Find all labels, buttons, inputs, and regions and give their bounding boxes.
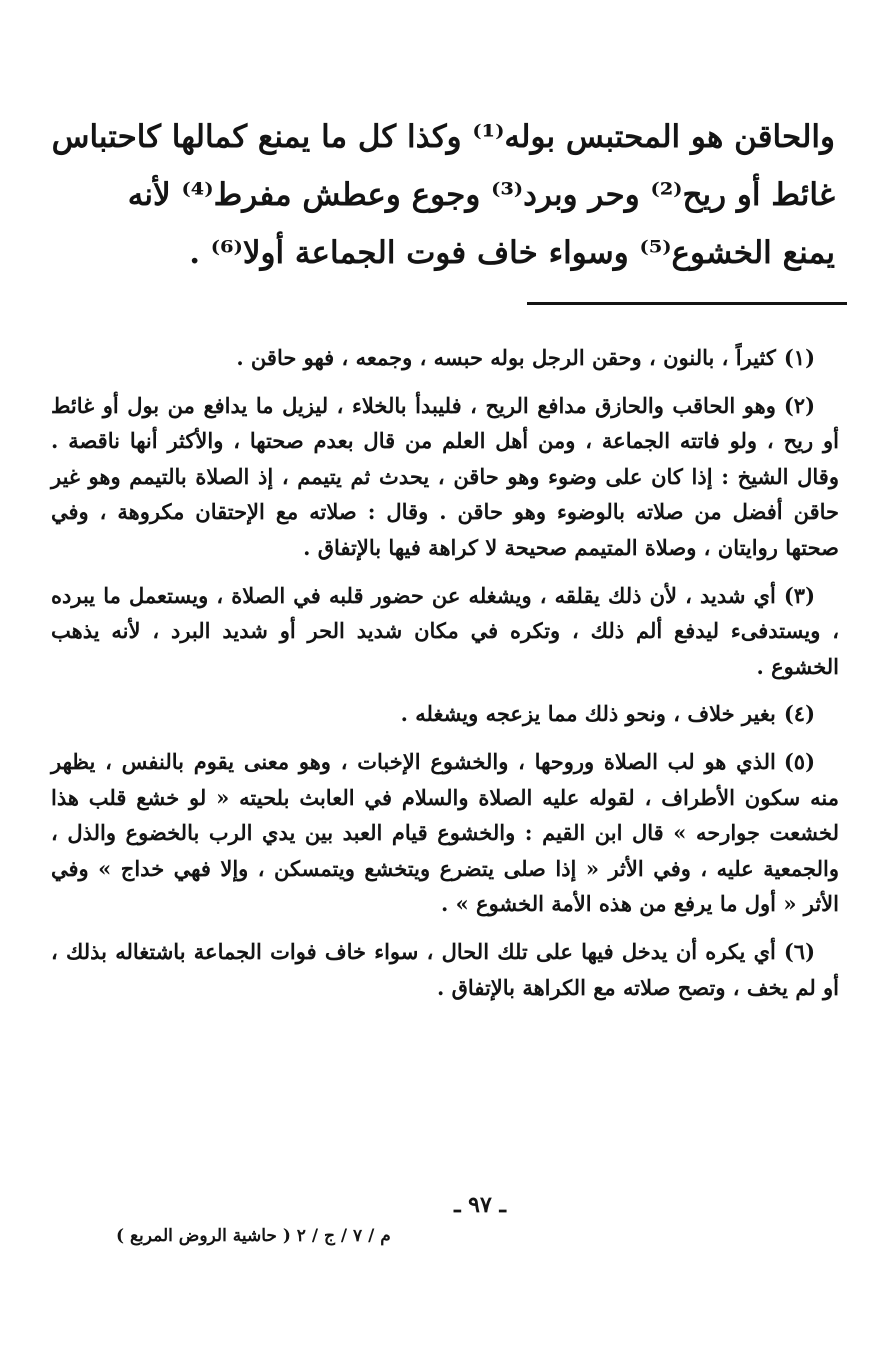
page-number: ـ ٩٧ ـ bbox=[454, 1192, 506, 1218]
footnote-text: الذي هو لب الصلاة وروحها ، والخشوع الإخبات ، وهو معنى يقوم بالنفس ، يظهر منه سكون الأطراف ، لقوله عليه الصلاة والسلام في العابث بلحيته « لو خشع قلب هذا لخشعت جوارحه » قال ابن القيم : والخشوع قيام العبد بين يدي الرب بالخضوع والذل ، والجمعية عليه ، وفي الأثر « إذا صلى يتضرع ويتخشع ويتمسكن ، وإلا فهي خداج » وفي الأثر « أول ما يرفع من هذه الأمة الخشوع » . bbox=[51, 748, 839, 917]
footnote-number: (٥) bbox=[783, 748, 815, 774]
footnote-text: كثيراً ، بالنون ، وحقن الرجل بوله حبسه ، وجمعه ، فهو حاقن . bbox=[236, 345, 776, 370]
footnote-5 bbox=[51, 744, 839, 922]
footnote-number: (٤) bbox=[783, 701, 815, 727]
footnote-1 bbox=[51, 340, 839, 376]
footnote-2 bbox=[51, 388, 839, 566]
main-text-block bbox=[51, 108, 835, 282]
footnote-text: وهو الحاقب والحازق مدافع الريح ، فليبدأ بالخلاء ، ليزيل ما يدافع من بول أو غائط أو ريح ، ولو فاتته الجماعة ، ومن أهل العلم من قال بعدم صحتها ، والأكثر أنها ناقصة . وقال الشيخ : إذا كان على وضوء وهو حاقن ، يحدث ثم يتيمم ، إذ الصلاة بالتيمم وهو غير حاقن أفضل من صلاته بالوضوء وهو حاقن . وقال : صلاته مع الإحتقان مكروهة ، وفي صحتها روايتان ، وصلاة المتيمم صحيحة لا كراهة فيها بالإتفاق . bbox=[51, 392, 839, 560]
footnote-number: (٣) bbox=[783, 582, 815, 608]
footnote-number: (٢) bbox=[783, 392, 815, 418]
footnote-text: أي شديد ، لأن ذلك يقلقه ، ويشغله عن حضور قلبه في الصلاة ، ويستعمل ما يبرده ، ويستدفىء ليدفع ألم ذلك ، وتكره في مكان شديد الحر أو شديد البرد ، لأنه يذهب الخشوع . bbox=[51, 582, 839, 679]
running-footer: م / ٧ / ج / ٢ ( حاشية الروض المربع ) bbox=[116, 1226, 391, 1246]
footnote-6 bbox=[51, 934, 839, 1005]
footnote-separator bbox=[527, 302, 847, 305]
footnote-text: أي يكره أن يدخل فيها على تلك الحال ، سواء خاف فوات الجماعة باشتغاله بذلك ، أو لم يخف ، وتصح صلاته مع الكراهة بالإتفاق . bbox=[51, 938, 839, 1000]
main-text-line: والحاقن هو المحتبس بوله⁽¹⁾ وكذا كل ما يمنع كمالها كاحتباس bbox=[51, 119, 835, 155]
footnotes-section bbox=[51, 340, 839, 1017]
main-text-line: يمنع الخشوع⁽⁵⁾ وسواء خاف فوت الجماعة أولا⁽⁶⁾ . bbox=[189, 235, 835, 271]
footnote-number: (٦) bbox=[783, 938, 815, 964]
main-text-line: غائط أو ريح⁽²⁾ وحر وبرد⁽³⁾ وجوع وعطش مفرط⁽⁴⁾ لأنه bbox=[127, 177, 835, 213]
footnote-number: (١) bbox=[783, 345, 815, 370]
footnote-3 bbox=[51, 578, 839, 685]
footnote-text: بغير خلاف ، ونحو ذلك مما يزعجه ويشغله . bbox=[400, 701, 776, 727]
footnote-4 bbox=[51, 696, 839, 732]
